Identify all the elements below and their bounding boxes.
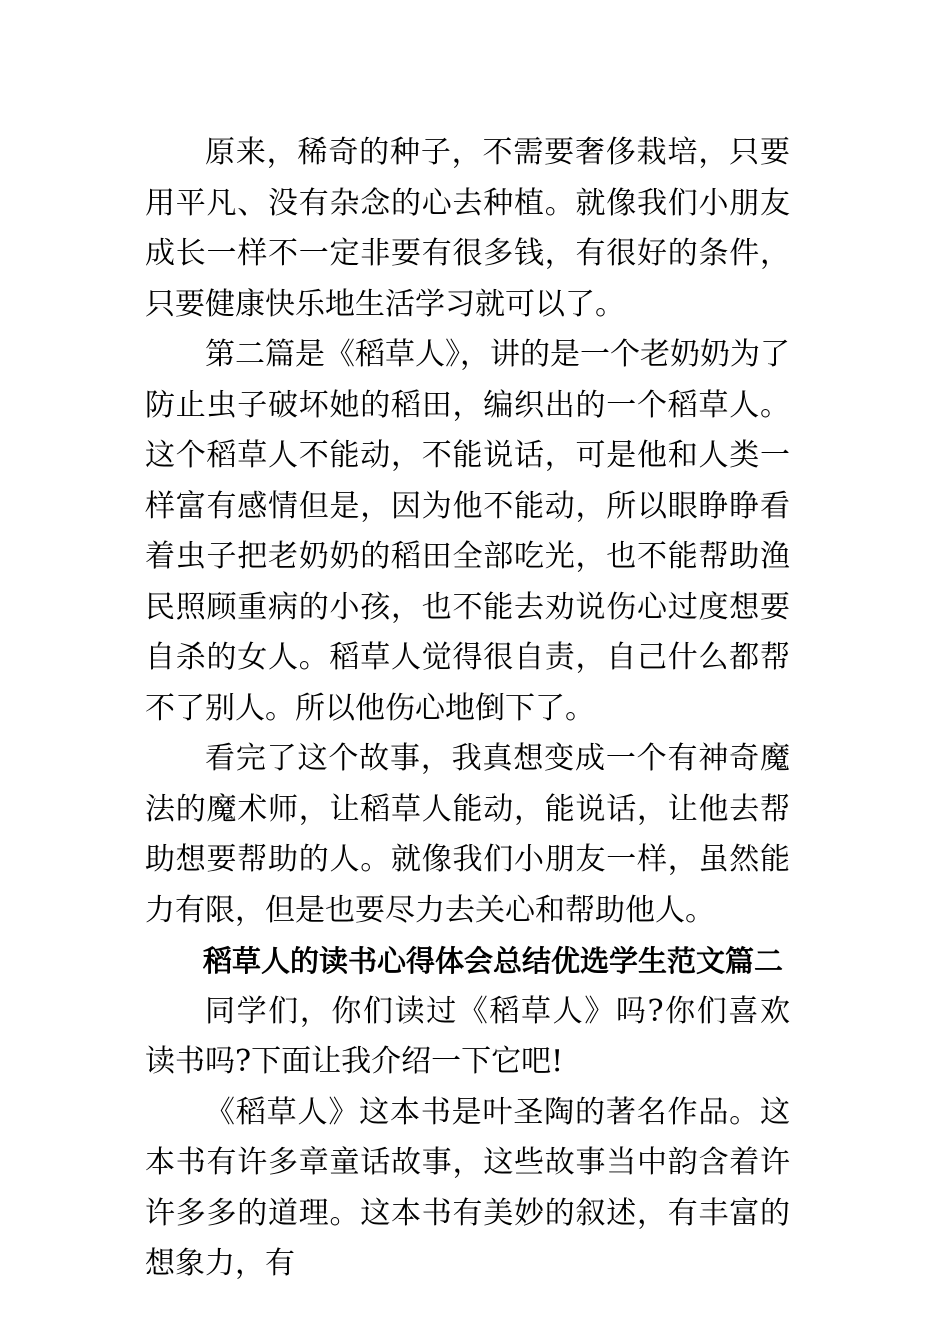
- paragraph-scarecrow-story: 第二篇是《稻草人》，讲的是一个老奶奶为了防止虫子破坏她的稻田，编织出的一个稻草人。这个稻草人不能动，不能说话，可是他和人类一样富有感情但是，因为他不能动，所以眼睁睁看着虫子把老奶奶的稻田全部吃光，也不能帮助渔民照顾重病的小孩，也不能去劝说伤心过度想要自杀的女人。稻草人觉得很自责，自己什么都帮不了别人。所以他伤心地倒下了。: [145, 337, 790, 726]
- paragraph-book-description: 《稻草人》这本书是叶圣陶的著名作品。这本书有许多章童话故事，这些故事当中韵含着许许多多的道理。这本书有美妙的叙述，有丰富的想象力，有: [145, 1094, 790, 1281]
- paragraph-reflection: 看完了这个故事，我真想变成一个有神奇魔法的魔术师，让稻草人能动，能说话，让他去帮助想要帮助的人。就像我们小朋友一样，虽然能力有限，但是也要尽力去关心和帮助他人。: [145, 741, 790, 928]
- section-heading: 稻草人的读书心得体会总结优选学生范文篇二: [203, 944, 784, 978]
- paragraph-seed: 原来，稀奇的种子，不需要奢侈栽培，只要用平凡、没有杂念的心去种植。就像我们小朋友成长一样不一定非要有很多钱，有很好的条件，只要健康快乐地生活学习就可以了。: [145, 135, 790, 322]
- paragraph-intro: 同学们，你们读过《稻草人》吗?你们喜欢读书吗?下面让我介绍一下它吧!: [145, 993, 790, 1079]
- document-page: [145, 128, 790, 1290]
